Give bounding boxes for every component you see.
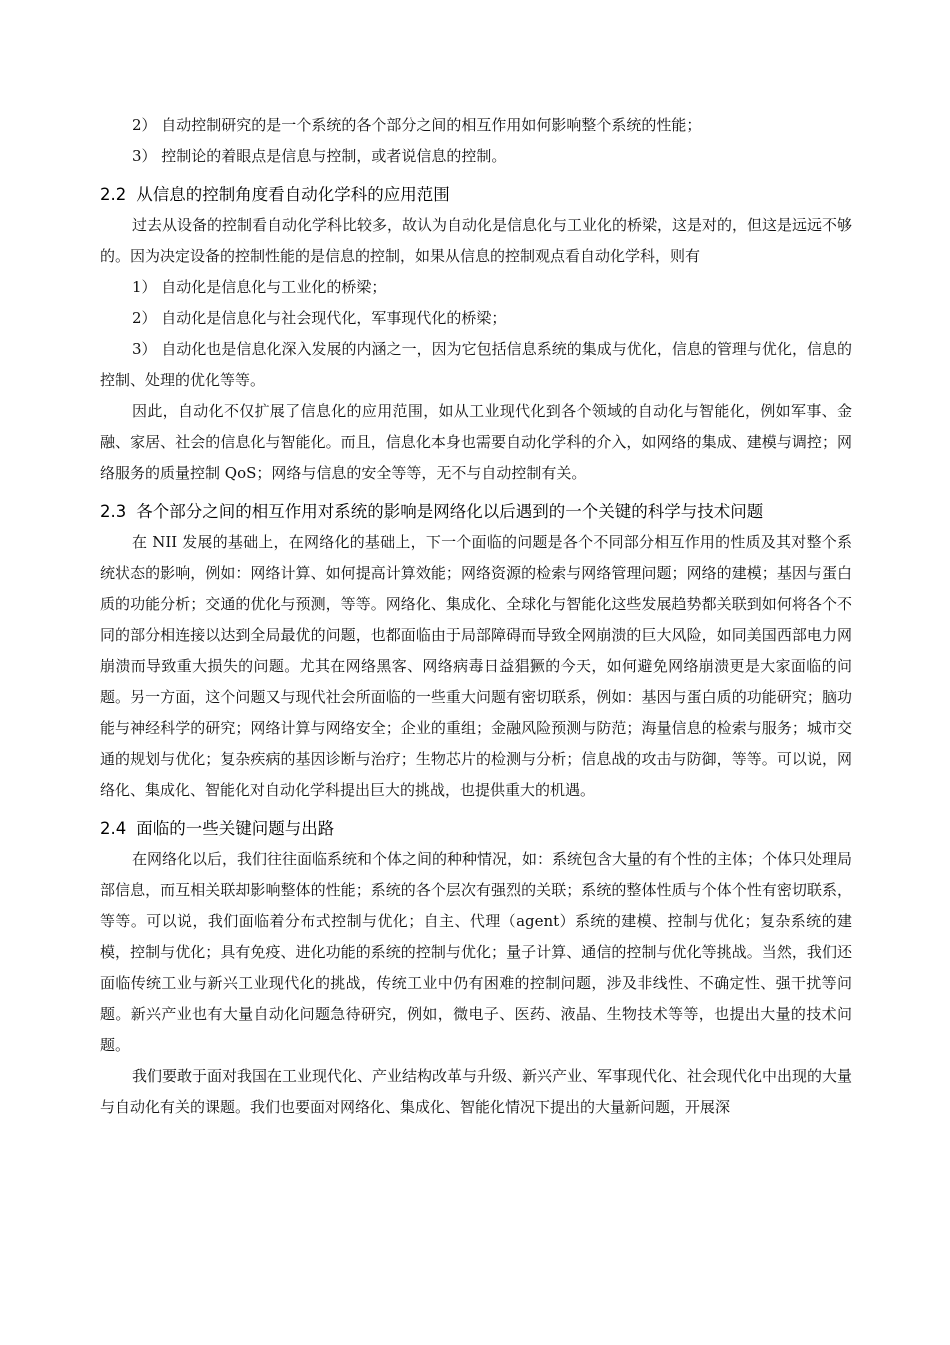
section-number: 2.2 [100, 185, 127, 204]
paragraph: 在 NII 发展的基础上，在网络化的基础上，下一个面临的问题是各个不同部分相互作用的性质及其对整个系统状态的影响，例如：网络计算、如何提高计算效能；网络资源的检索与网络管理问题；网络的建模；基因与蛋白质的功能分析；交通的优化与预测，等等。网络化、集成化、全球化与智能化这些发展趋势都关联到如何将各个不同的部分相连接以达到全局最优的问题，也都面临由于局部障碍而导致全网崩溃的巨大风险，如同美国西部电力网崩溃而导致重大损失的问题。尤其在网络黑客、网络病毒日益猖獗的今天，如何避免网络崩溃更是大家面临的问题。另一方面，这个问题又与现代社会所面临的一些重大问题有密切联系，例如：基因与蛋白质的功能研究；脑功能与神经科学的研究；网络计算与网络安全；企业的重组；金融风险预测与防范；海量信息的检索与服务；城市交通的规划与优化；复杂疾病的基因诊断与治疗；生物芯片的检测与分析；信息战的攻击与防御，等等。可以说，网络化、集成化、智能化对自动化学科提出巨大的挑战，也提供重大的机遇。 [100, 533, 852, 799]
section-number: 2.3 [100, 502, 127, 521]
page-content [100, 110, 852, 1123]
list-item: 2） 自动化是信息化与社会现代化，军事现代化的桥梁； [132, 309, 507, 327]
list-item: 3） 控制论的着眼点是信息与控制，或者说信息的控制。 [132, 147, 507, 165]
section-title: 从信息的控制角度看自动化学科的应用范围 [136, 185, 450, 204]
section-heading-2-3 [100, 497, 852, 527]
paragraph: 在网络化以后，我们往往面临系统和个体之间的种种情况，如：系统包含大量的有个性的主体；个体只处理局部信息，而互相关联却影响整体的性能；系统的各个层次有强烈的关联；系统的整体性质与个体个性有密切联系，等等。可以说，我们面临着分布式控制与优化；自主、代理（agent）系统的建模、控制与优化；复杂系统的建模，控制与优化；具有免疫、进化功能的系统的控制与优化；量子计算、通信的控制与优化等挑战。当然，我们还面临传统工业与新兴工业现代化的挑战，传统工业中仍有困难的控制问题，涉及非线性、不确定性、强干扰等问题。新兴产业也有大量自动化问题急待研究，例如，微电子、医药、液晶、生物技术等等，也提出大量的技术问题。 [100, 850, 853, 1054]
section-number: 2.4 [100, 819, 127, 838]
paragraph: 我们要敢于面对我国在工业现代化、产业结构改革与升级、新兴产业、军事现代化、社会现代化中出现的大量与自动化有关的课题。我们也要面对网络化、集成化、智能化情况下提出的大量新问题，开展深 [100, 1067, 853, 1116]
list-item: 3） 自动化也是信息化深入发展的内涵之一，因为它包括信息系统的集成与优化，信息的管理与优化，信息的控制、处理的优化等等。 [100, 340, 852, 389]
section-heading-2-2 [100, 180, 852, 210]
list-item: 2） 自动控制研究的是一个系统的各个部分之间的相互作用如何影响整个系统的性能； [132, 116, 702, 134]
list-item: 1） 自动化是信息化与工业化的桥梁； [132, 278, 387, 296]
section-title: 面临的一些关键问题与出路 [136, 819, 335, 838]
paragraph: 过去从设备的控制看自动化学科比较多，故认为自动化是信息化与工业化的桥梁，这是对的，但这是远远不够的。因为决定设备的控制性能的是信息的控制，如果从信息的控制观点看自动化学科，则有 [100, 216, 853, 265]
section-title: 各个部分之间的相互作用对系统的影响是网络化以后遇到的一个关键的科学与技术问题 [136, 502, 764, 521]
paragraph: 因此，自动化不仅扩展了信息化的应用范围，如从工业现代化到各个领域的自动化与智能化，例如军事、金融、家居、社会的信息化与智能化。而且，信息化本身也需要自动化学科的介入，如网络的集成、建模与调控；网络服务的质量控制 QoS；网络与信息的安全等等，无不与自动控制有关。 [100, 402, 852, 482]
section-heading-2-4 [100, 814, 852, 844]
